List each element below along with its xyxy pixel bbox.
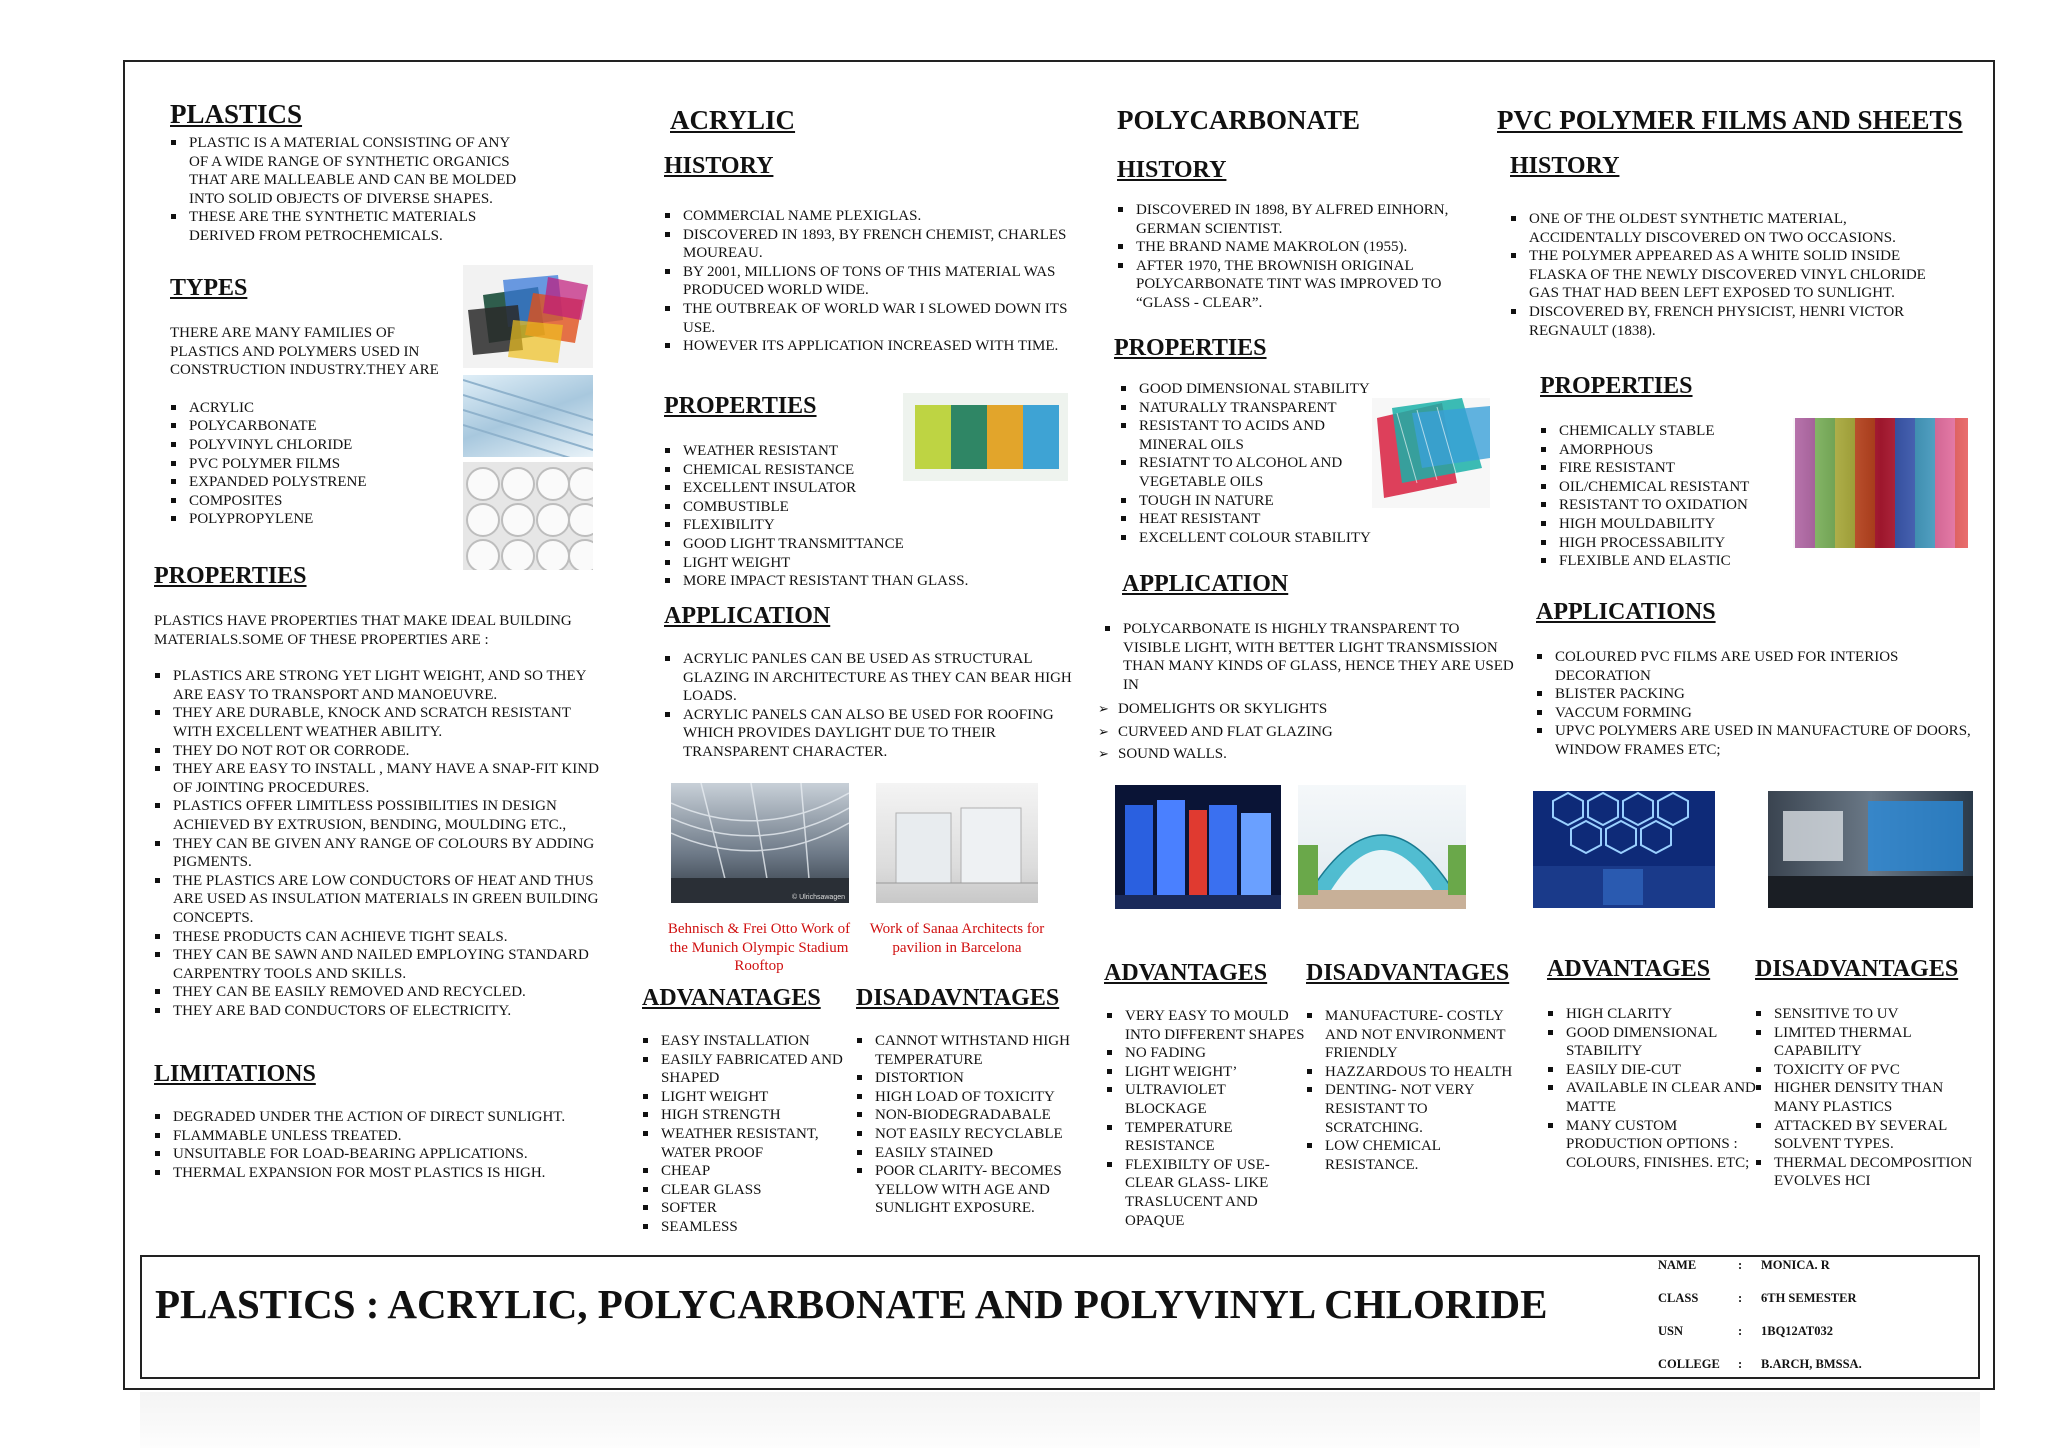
pvc-hexagon-ceiling-image: [1533, 791, 1715, 908]
list-item: THEY ARE EASY TO INSTALL , MANY HAVE A SNAP-FIT KIND OF JOINTING PROCEDURES.: [154, 760, 610, 797]
list-item: DISCOVERED IN 1898, BY ALFRED EINHORN, GERMAN SCIENTIST.: [1117, 201, 1493, 238]
list-item: HOWEVER ITS APPLICATION INCREASED WITH TIME.: [664, 337, 1084, 356]
list-item: TEMPERATURE RESISTANCE: [1106, 1119, 1310, 1156]
list-item: ACRYLIC PANELS CAN ALSO BE USED FOR ROOFING WHICH PROVIDES DAYLIGHT DUE TO THEIR TRANSPARENT CHARACTER.: [664, 706, 1084, 762]
polycarbonate-properties-section: [1114, 334, 1384, 547]
list-item: THEY CAN BE GIVEN ANY RANGE OF COLOURS BY ADDING PIGMENTS.: [154, 835, 610, 872]
list-item: MANY CUSTOM PRODUCTION OPTIONS : COLOURS, FINISHES. ETC;: [1547, 1117, 1759, 1173]
list-item: FLAMMABLE UNLESS TREATED.: [154, 1127, 610, 1146]
list-item: LIGHT WEIGHT’: [1106, 1063, 1310, 1082]
list-item: THE POLYMER APPEARED AS A WHITE SOLID INSIDE FLASKA OF THE NEWLY DISCOVERED VINYL CHLORIDE GAS THAT HAD BEEN LEFT EXPOSED TO SUNLIGHT.: [1510, 247, 1950, 303]
pvc-properties-section: [1540, 372, 1790, 571]
pvc-advantages-section: [1547, 955, 1759, 1172]
limitations-list: [154, 1108, 610, 1182]
list-item: ➢ SOUND WALLS.: [1098, 743, 1518, 766]
list-item: ➢ CURVEED AND FLAT GLAZING: [1098, 721, 1518, 744]
list-item: THERMAL DECOMPOSITION EVOLVES HCI: [1755, 1154, 1977, 1191]
list-item: MORE IMPACT RESISTANT THAN GLASS.: [664, 572, 994, 591]
acrylic-colour-panels-image: [903, 393, 1068, 481]
acrylic-application-section: [664, 602, 1084, 762]
list-item: ➢ DOMELIGHTS OR SKYLIGHTS: [1098, 698, 1518, 721]
pvc-disadvantages-section: [1755, 955, 1977, 1191]
list-item: NATURALLY TRANSPARENT: [1120, 399, 1384, 418]
polycarbonate-disadvantages-section: [1306, 959, 1518, 1174]
list-item: GOOD DIMENSIONAL STABILITY: [1547, 1024, 1759, 1061]
limitations-title: LIMITATIONS: [154, 1061, 316, 1087]
list-item: UNSUITABLE FOR LOAD-BEARING APPLICATIONS.: [154, 1145, 610, 1164]
list-item: LIMITED THERMAL CAPABILITY: [1755, 1024, 1977, 1061]
list-item: COMPOSITES: [170, 492, 460, 511]
list-item: LIGHT WEIGHT: [664, 554, 994, 573]
acrylic-history-list: [664, 207, 1084, 356]
acrylic-history-section: [664, 152, 1084, 356]
list-item: FLEXIBILTY OF USE- CLEAR GLASS- LIKE TRASLUCENT AND OPAQUE: [1106, 1156, 1310, 1230]
plastics-intro-list: [170, 134, 532, 246]
list-item: ONE OF THE OLDEST SYNTHETIC MATERIAL, ACCIDENTALLY DISCOVERED ON TWO OCCASIONS.: [1510, 210, 1950, 247]
polycarbonate-history-title: HISTORY: [1117, 157, 1227, 183]
acrylic-history-title: HISTORY: [664, 153, 774, 179]
plastics-title: PLASTICS: [170, 99, 303, 129]
plastics-properties-list: [154, 667, 610, 1020]
list-item: TOUGH IN NATURE: [1120, 492, 1384, 511]
list-item: GOOD LIGHT TRANSMITTANCE: [664, 535, 994, 554]
polycarbonate-advantages-title: ADVANTAGES: [1104, 960, 1268, 986]
acrylic-disadvantages-title: DISADAVNTAGES: [856, 985, 1060, 1011]
info-value: 1BQ12AT032: [1761, 1324, 1833, 1338]
list-item: COMBUSTIBLE: [664, 498, 994, 517]
list-item: EXCELLENT INSULATOR: [664, 479, 994, 498]
list-item: EASILY STAINED: [856, 1144, 1088, 1163]
list-item: CHEAP: [642, 1162, 852, 1181]
list-item: SEAMLESS: [642, 1218, 852, 1237]
pvc-history-title: HISTORY: [1510, 153, 1620, 179]
list-item: THEY CAN BE SAWN AND NAILED EMPLOYING STANDARD CARPENTRY TOOLS AND SKILLS.: [154, 946, 610, 983]
pvc-title: PVC POLYMER FILMS AND SHEETS: [1497, 105, 1963, 135]
polycarbonate-disadvantages-list: [1306, 1007, 1518, 1174]
plastics-types-section: [170, 274, 460, 529]
pvc-properties-title: PROPERTIES: [1540, 373, 1693, 399]
types-list: [170, 399, 460, 529]
info-separator: :: [1738, 1324, 1743, 1338]
list-item: EASILY DIE-CUT: [1547, 1061, 1759, 1080]
list-item: POOR CLARITY- BECOMES YELLOW WITH AGE AND SUNLIGHT EXPOSURE.: [856, 1162, 1088, 1218]
list-item: LIGHT WEIGHT: [642, 1088, 852, 1107]
sanaa-pavilion-image: [876, 783, 1038, 903]
list-item: THE BRAND NAME MAKROLON (1955).: [1117, 238, 1493, 257]
polycarbonate-title: POLYCARBONATE: [1117, 105, 1361, 135]
list-item: THERMAL EXPANSION FOR MOST PLASTICS IS HIGH.: [154, 1164, 610, 1183]
acrylic-sheets-image: [463, 265, 593, 368]
sanaa-pavilion-caption: Work of Sanaa Architects for pavilion in Barcelona: [869, 921, 1045, 956]
list-item: PLASTICS ARE STRONG YET LIGHT WEIGHT, AND SO THEY ARE EASY TO TRANSPORT AND MANOEUVRE.: [154, 667, 610, 704]
list-item: THESE ARE THE SYNTHETIC MATERIALS DERIVED FROM PETROCHEMICALS.: [170, 208, 532, 245]
polycarbonate-advantages-list: [1104, 1007, 1310, 1230]
list-item: CHEMICALLY STABLE: [1540, 422, 1790, 441]
munich-stadium-image: [671, 783, 849, 903]
list-item: LOW CHEMICAL RESISTANCE.: [1306, 1137, 1518, 1174]
list-item: SOFTER: [642, 1199, 852, 1218]
polycarbonate-history-section: [1117, 156, 1493, 313]
info-separator: :: [1738, 1357, 1743, 1371]
pvc-disadvantages-list: [1755, 1005, 1977, 1191]
plastics-intro-section: [170, 98, 532, 246]
list-item: SENSITIVE TO UV: [1755, 1005, 1977, 1024]
image-watermark: © Ulrichsawagen: [791, 894, 845, 901]
acrylic-advantages-title: ADVANATAGES: [642, 985, 821, 1011]
acrylic-title-block: [670, 104, 1090, 136]
types-text: THERE ARE MANY FAMILIES OF PLASTICS AND POLYMERS USED IN CONSTRUCTION INDUSTRY.THEY ARE: [170, 325, 439, 379]
list-item: EASY INSTALLATION: [642, 1032, 852, 1051]
list-item: POLYVINYL CHLORIDE: [170, 436, 460, 455]
list-item: HAZZARDOUS TO HEALTH: [1306, 1063, 1518, 1082]
acrylic-application-title: APPLICATION: [664, 603, 831, 629]
polycarbonate-uses-list: [1098, 698, 1518, 766]
munich-stadium-caption: Behnisch & Frei Otto Work of the Munich Olympic Stadium Rooftop: [667, 921, 851, 975]
list-item: THE PLASTICS ARE LOW CONDUCTORS OF HEAT AND THUS ARE USED AS INSULATION MATERIALS IN GREEN BUILDING CONCEPTS.: [154, 872, 610, 928]
info-label: CLASS: [1658, 1291, 1699, 1305]
info-value: MONICA. R: [1761, 1258, 1830, 1272]
list-item: POLYPROPYLENE: [170, 510, 460, 529]
info-value: B.ARCH, BMSSA.: [1761, 1357, 1862, 1371]
acrylic-advantages-section: [642, 984, 852, 1237]
list-item: HIGH PROCESSABILITY: [1540, 534, 1790, 553]
plastics-limitations-section: [154, 1060, 610, 1182]
list-item: DISCOVERED BY, FRENCH PHYSICIST, HENRI VICTOR REGNAULT (1838).: [1510, 303, 1950, 340]
list-item: THEY DO NOT ROT OR CORRODE.: [154, 742, 610, 761]
list-item: BLISTER PACKING: [1536, 685, 1972, 704]
list-item: PLASTICS OFFER LIMITLESS POSSIBILITIES IN DESIGN ACHIEVED BY EXTRUSION, BENDING, MOULDING ETC.,: [154, 797, 610, 834]
list-item: CLEAR GLASS: [642, 1181, 852, 1200]
list-item: VERY EASY TO MOULD INTO DIFFERENT SHAPES: [1106, 1007, 1310, 1044]
plastics-properties-title: PROPERTIES: [154, 563, 307, 589]
list-item: ACRYLIC PANLES CAN BE USED AS STRUCTURAL GLAZING IN ARCHITECTURE AS THEY CAN BEAR HIGH LOADS.: [664, 650, 1084, 706]
polycarbonate-properties-title: PROPERTIES: [1114, 335, 1267, 361]
list-item: WEATHER RESISTANT, WATER PROOF: [642, 1125, 852, 1162]
list-item: HIGH CLARITY: [1547, 1005, 1759, 1024]
list-item: EASILY FABRICATED AND SHAPED: [642, 1051, 852, 1088]
list-item: WEATHER RESISTANT: [664, 442, 994, 461]
pvc-advantages-title: ADVANTAGES: [1547, 956, 1711, 982]
list-item: DISCOVERED IN 1893, BY FRENCH CHEMIST, CHARLES MOUREAU.: [664, 226, 1084, 263]
polycarbonate-disadvantages-title: DISADVANTAGES: [1306, 960, 1510, 986]
list-item: GOOD DIMENSIONAL STABILITY: [1120, 380, 1384, 399]
list-item: THE OUTBREAK OF WORLD WAR I SLOWED DOWN ITS USE.: [664, 300, 1084, 337]
list-item: AVAILABLE IN CLEAR AND MATTE: [1547, 1079, 1759, 1116]
polycarbonate-application-item: POLYCARBONATE IS HIGHLY TRANSPARENT TO VISIBLE LIGHT, WITH BETTER LIGHT TRANSMISSION THAN MANY KINDS OF GLASS, HENCE THEY ARE USED IN: [1104, 620, 1518, 694]
list-item: ACRYLIC: [170, 399, 460, 418]
list-item: FLEXIBLE AND ELASTIC: [1540, 552, 1790, 571]
list-item: THESE PRODUCTS CAN ACHIEVE TIGHT SEALS.: [154, 928, 610, 947]
pvc-colour-films-image: [1793, 418, 1968, 548]
acrylic-title: ACRYLIC: [670, 105, 796, 135]
polycarbonate-sheet-image: [463, 375, 593, 457]
list-item: COMMERCIAL NAME PLEXIGLAS.: [664, 207, 1084, 226]
list-item: POLYCARBONATE: [170, 417, 460, 436]
list-item: NO FADING: [1106, 1044, 1310, 1063]
list-item: DEGRADED UNDER THE ACTION OF DIRECT SUNLIGHT.: [154, 1108, 610, 1127]
list-item: VACCUM FORMING: [1536, 704, 1972, 723]
list-item: PVC POLYMER FILMS: [170, 455, 460, 474]
pvc-interior-image: [1768, 791, 1973, 908]
pvc-applications-list: [1536, 648, 1972, 760]
pvc-applications-title: APPLICATIONS: [1536, 599, 1716, 625]
list-item: CANNOT WITHSTAND HIGH TEMPERATURE: [856, 1032, 1088, 1069]
info-separator: :: [1738, 1258, 1743, 1272]
list-item: NON-BIODEGRADABALE: [856, 1106, 1088, 1125]
polycarbonate-application-section: [1098, 570, 1518, 766]
list-item: HIGHER DENSITY THAN MANY PLASTICS: [1755, 1079, 1977, 1116]
polycarbonate-canopy-image: [1298, 785, 1466, 909]
pvc-history-section: [1510, 152, 1950, 340]
pvc-pipes-image: [463, 462, 593, 570]
list-item: ULTRAVIOLET BLOCKAGE: [1106, 1081, 1310, 1118]
list-item: PLASTIC IS A MATERIAL CONSISTING OF ANY OF A WIDE RANGE OF SYNTHETIC ORGANICS THAT ARE MALLEABLE AND CAN BE MOLDED INTO SOLID OBJECTS OF DIVERSE SHAPES.: [170, 134, 532, 208]
list-item: OIL/CHEMICAL RESISTANT: [1540, 478, 1790, 497]
list-item: HIGH STRENGTH: [642, 1106, 852, 1125]
list-item: AFTER 1970, THE BROWNISH ORIGINAL POLYCARBONATE TINT WAS IMPROVED TO “GLASS - CLEAR”.: [1117, 257, 1493, 313]
list-item: AMORPHOUS: [1540, 441, 1790, 460]
acrylic-advantages-list: [642, 1032, 852, 1237]
list-item: COLOURED PVC FILMS ARE USED FOR INTERIOS DECORATION: [1536, 648, 1972, 685]
pvc-applications-section: [1536, 598, 1972, 760]
list-item: DISTORTION: [856, 1069, 1088, 1088]
info-value: 6TH SEMESTER: [1761, 1291, 1857, 1305]
list-item: FLEXIBILITY: [664, 516, 994, 535]
list-item: RESISTANT TO OXIDATION: [1540, 496, 1790, 515]
list-item: MANUFACTURE- COSTLY AND NOT ENVIRONMENT FRIENDLY: [1306, 1007, 1518, 1063]
info-separator: :: [1738, 1291, 1743, 1305]
list-item: ATTACKED BY SEVERAL SOLVENT TYPES.: [1755, 1117, 1977, 1154]
list-item: CHEMICAL RESISTANCE: [664, 461, 994, 480]
polycarbonate-application-title: APPLICATION: [1122, 571, 1289, 597]
page-shadow: [140, 1392, 1980, 1448]
list-item: THEY ARE BAD CONDUCTORS OF ELECTRICITY.: [154, 1002, 610, 1021]
polycarbonate-lit-facade-image: [1115, 785, 1281, 909]
types-title: TYPES: [170, 275, 248, 301]
list-item: NOT EASILY RECYCLABLE: [856, 1125, 1088, 1144]
acrylic-disadvantages-section: [856, 984, 1088, 1218]
polycarbonate-colour-sheets-image: [1372, 398, 1490, 508]
polycarbonate-history-list: [1117, 201, 1493, 313]
polycarbonate-application-text: [1098, 620, 1518, 694]
list-item: HIGH LOAD OF TOXICITY: [856, 1088, 1088, 1107]
polycarbonate-title-block: [1117, 104, 1517, 136]
info-label: USN: [1658, 1324, 1684, 1338]
polycarbonate-properties-list: [1114, 380, 1384, 547]
info-label: NAME: [1658, 1258, 1697, 1272]
list-item: FIRE RESISTANT: [1540, 459, 1790, 478]
pvc-history-list: [1510, 210, 1950, 340]
list-item: TOXICITY OF PVC: [1755, 1061, 1977, 1080]
acrylic-disadvantages-list: [856, 1032, 1088, 1218]
plastics-properties-section: [154, 562, 610, 1020]
list-item: HIGH MOULDABILITY: [1540, 515, 1790, 534]
polycarbonate-advantages-section: [1104, 959, 1310, 1230]
list-item: EXPANDED POLYSTRENE: [170, 473, 460, 492]
pvc-title-block: [1497, 104, 1977, 136]
plastics-properties-text: PLASTICS HAVE PROPERTIES THAT MAKE IDEAL BUILDING MATERIALS.SOME OF THESE PROPERTIES ARE :: [154, 613, 572, 648]
list-item: RESISTANT TO ACIDS AND MINERAL OILS: [1120, 417, 1384, 454]
list-item: HEAT RESISTANT: [1120, 510, 1384, 529]
pvc-properties-list: [1540, 422, 1790, 571]
sheet-title: PLASTICS : ACRYLIC, POLYCARBONATE AND POLYVINYL CHLORIDE: [155, 1281, 1548, 1327]
list-item: DENTING- NOT VERY RESISTANT TO SCRATCHING.: [1306, 1081, 1518, 1137]
pvc-advantages-list: [1547, 1005, 1759, 1172]
acrylic-properties-title: PROPERTIES: [664, 393, 817, 419]
list-item: BY 2001, MILLIONS OF TONS OF THIS MATERIAL WAS PRODUCED WORLD WIDE.: [664, 263, 1084, 300]
list-item: UPVC POLYMERS ARE USED IN MANUFACTURE OF DOORS, WINDOW FRAMES ETC;: [1536, 722, 1972, 759]
list-item: EXCELLENT COLOUR STABILITY: [1120, 529, 1384, 548]
acrylic-application-list: [664, 650, 1084, 762]
list-item: RESIATNT TO ALCOHOL AND VEGETABLE OILS: [1120, 454, 1384, 491]
list-item: THEY ARE DURABLE, KNOCK AND SCRATCH RESISTANT WITH EXCELLENT WEATHER ABILITY.: [154, 704, 610, 741]
list-item: THEY CAN BE EASILY REMOVED AND RECYCLED.: [154, 983, 610, 1002]
pvc-disadvantages-title: DISADVANTAGES: [1755, 956, 1959, 982]
info-label: COLLEGE: [1658, 1357, 1720, 1371]
